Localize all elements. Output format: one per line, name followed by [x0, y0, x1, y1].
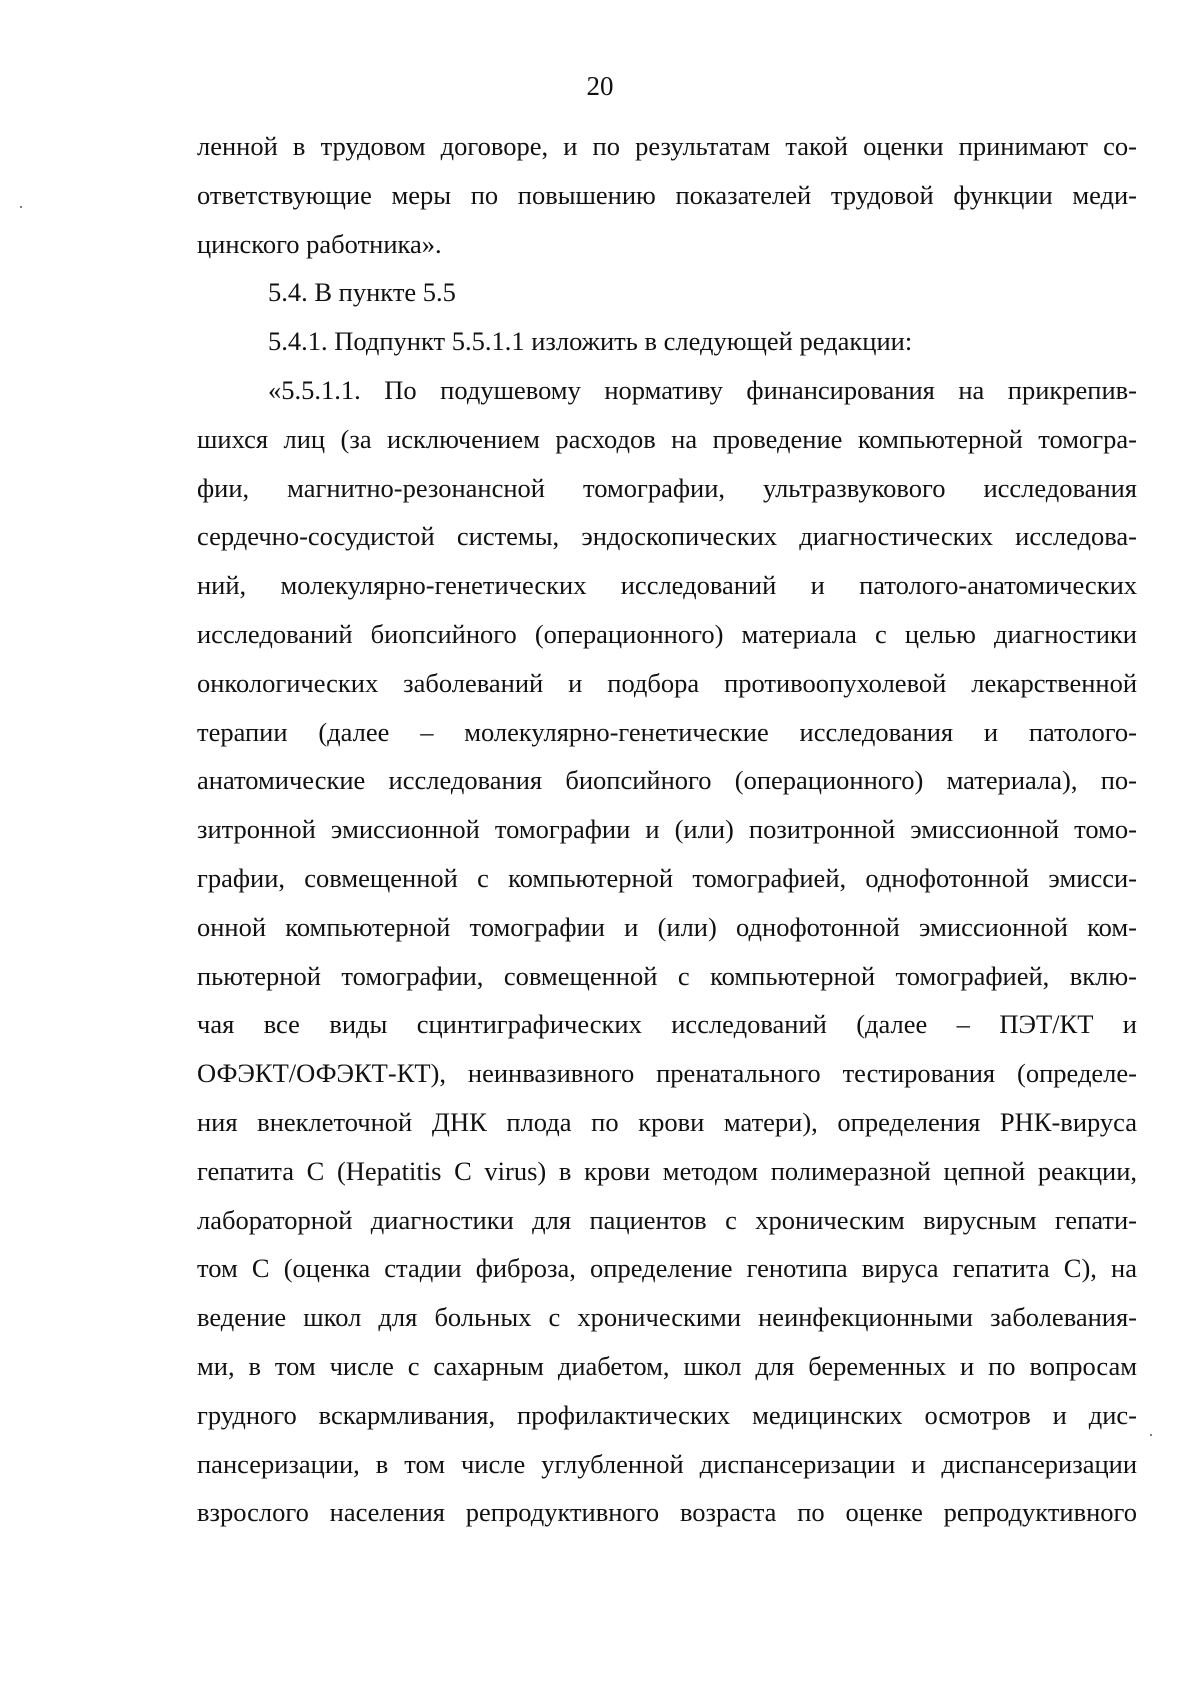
scan-speck	[20, 206, 22, 208]
text-line: терапии (далее – молекулярно-генетические исследования и патолого-	[197, 716, 1137, 747]
text-line: фии, магнитно-резонансной томографии, ультразвукового исследования	[197, 472, 1137, 503]
text-line: анатомические исследования биопсийного (операционного) материала), по-	[197, 765, 1137, 796]
section-heading: 5.4. В пункте 5.5	[268, 277, 456, 308]
text-line: зитронной эмиссионной томографии и (или) позитронной эмиссионной томо-	[197, 814, 1137, 845]
text-line: сердечно-сосудистой системы, эндоскопических диагностических исследова-	[197, 521, 1137, 552]
subsection-heading: 5.4.1. Подпункт 5.5.1.1 изложить в следующей редакции:	[268, 326, 913, 357]
text-line: цинского работника».	[197, 228, 442, 259]
text-line: графии, совмещенной с компьютерной томографией, однофотонной эмисси-	[197, 862, 1137, 893]
text-line: взрослого населения репродуктивного возраста по оценке репродуктивного	[197, 1497, 1137, 1528]
text-line: исследований биопсийного (операционного) материала с целью диагностики	[197, 618, 1137, 649]
text-line: лабораторной диагностики для пациентов с хроническим вирусным гепати-	[197, 1204, 1137, 1235]
text-line: грудного вскармливания, профилактических медицинских осмотров и дис-	[197, 1399, 1137, 1430]
text-line: ОФЭКТ/ОФЭКТ-КТ), неинвазивного пренатального тестирования (определе-	[197, 1058, 1137, 1089]
text-line: том С (оценка стадии фиброза, определение генотипа вируса гепатита С), на	[197, 1253, 1137, 1284]
text-line: ленной в трудовом договоре, и по результатам такой оценки принимают со-	[197, 131, 1137, 161]
text-line: гепатита С (Hepatitis C virus) в крови методом полимеразной цепной реакции,	[197, 1155, 1137, 1186]
text-line: ния внеклеточной ДНК плода по крови матери), определения РНК-вируса	[197, 1106, 1137, 1137]
text-line: ответствующие меры по повышению показателей трудовой функции меди-	[197, 179, 1137, 210]
text-line: онкологических заболеваний и подбора противоопухолевой лекарственной	[197, 667, 1137, 698]
scan-speck	[1150, 1434, 1152, 1436]
body-text	[197, 122, 1137, 1537]
text-line: ми, в том числе с сахарным диабетом, школ для беременных и по вопросам	[197, 1350, 1137, 1381]
text-line: онной компьютерной томографии и (или) однофотонной эмиссионной ком-	[197, 911, 1137, 942]
text-line: пьютерной томографии, совмещенной с компьютерной томографией, вклю-	[197, 960, 1137, 991]
text-line: ний, молекулярно-генетических исследований и патолого-анатомических	[197, 570, 1137, 601]
text-line: шихся лиц (за исключением расходов на проведение компьютерной томогра-	[197, 423, 1137, 454]
text-line: пансеризации, в том числе углубленной диспансеризации и диспансеризации	[197, 1448, 1137, 1479]
text-line: чая все виды сцинтиграфических исследований (далее – ПЭТ/КТ и	[197, 1009, 1137, 1040]
text-line: «5.5.1.1. По подушевому нормативу финансирования на прикрепив-	[268, 374, 1137, 405]
text-line: ведение школ для больных с хроническими неинфекционными заболевания-	[197, 1302, 1137, 1333]
page-number: 20	[586, 71, 614, 101]
